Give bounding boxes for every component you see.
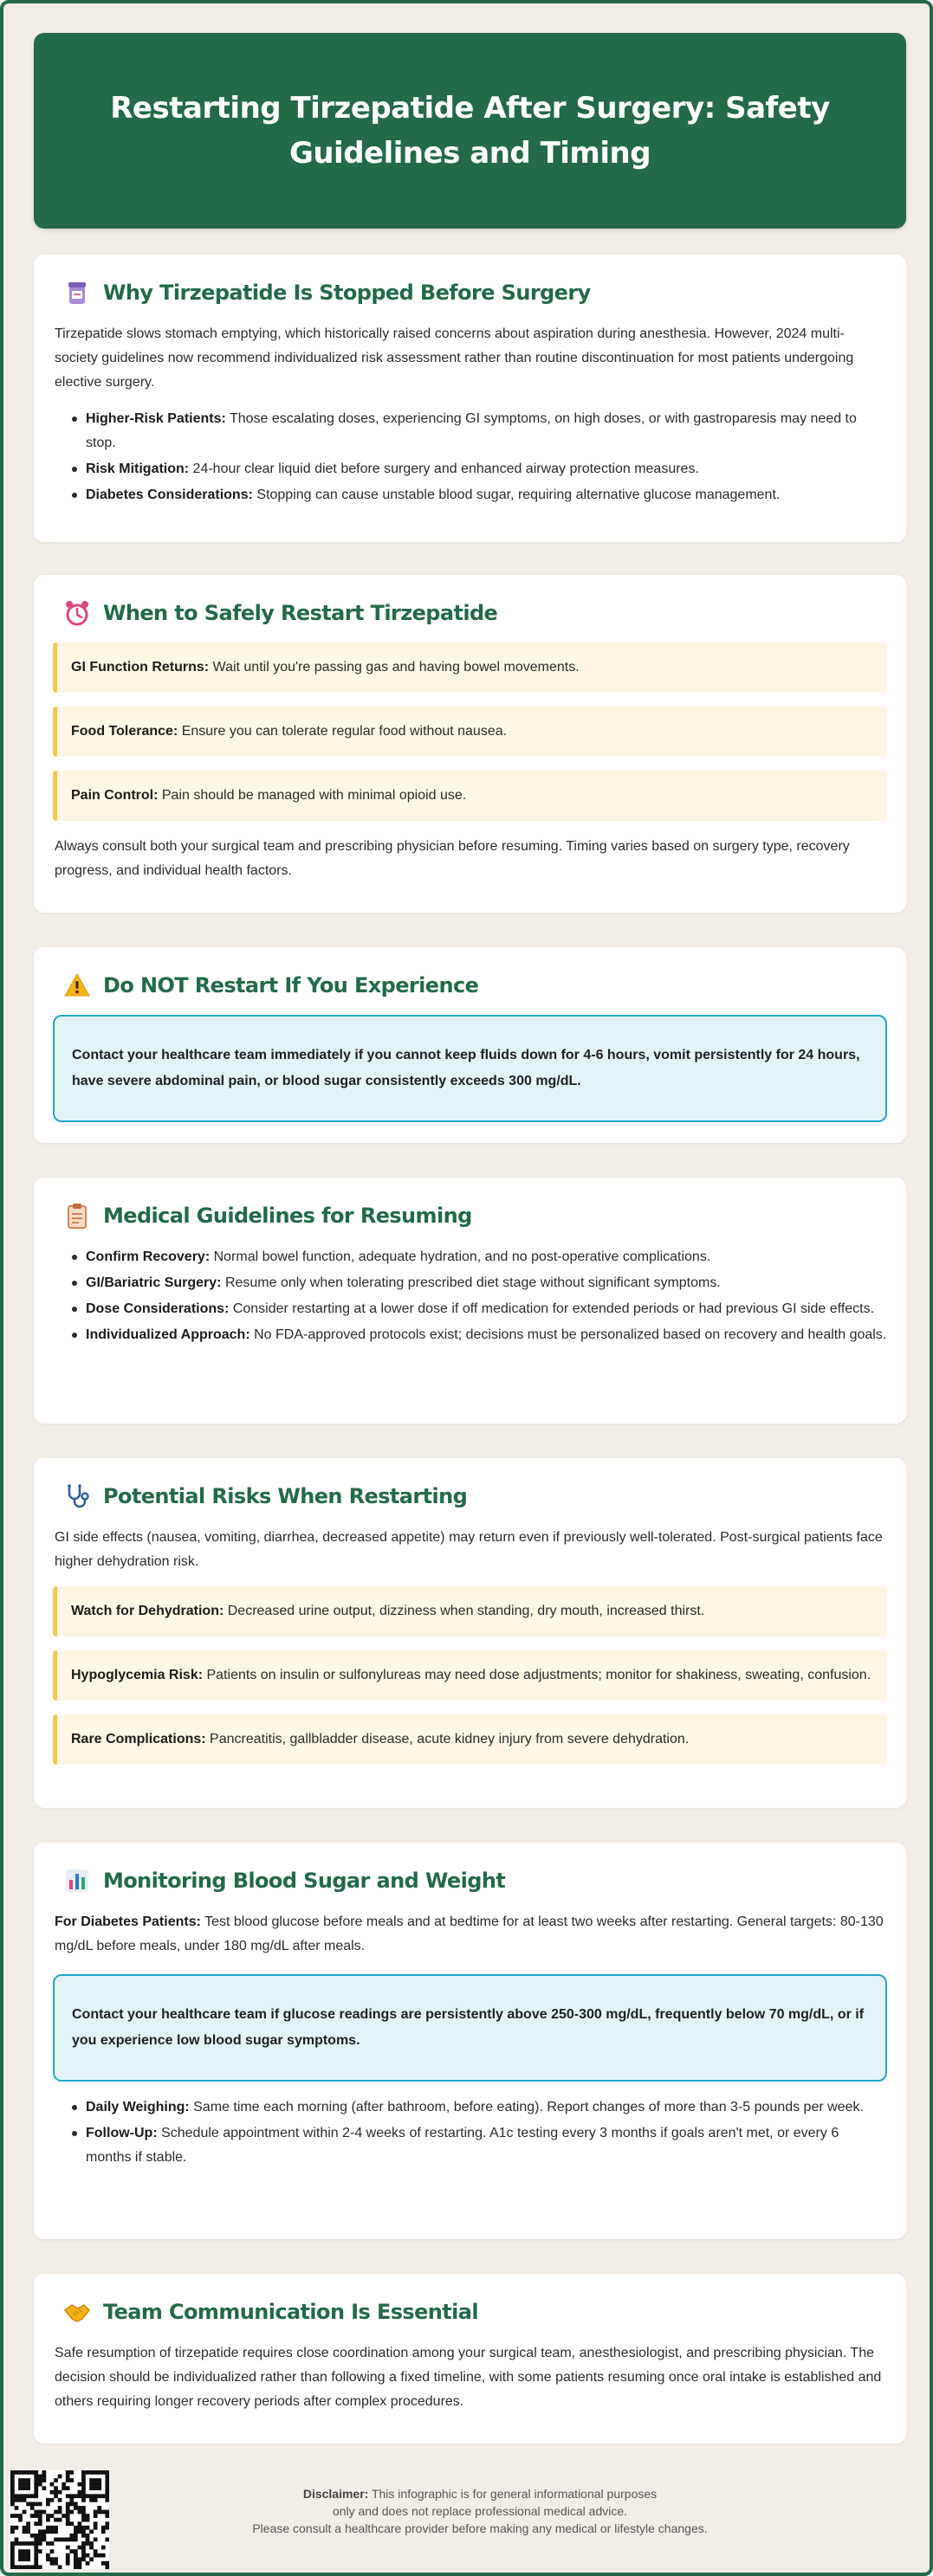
section-title: Medical Guidelines for Resuming bbox=[103, 1204, 472, 1228]
note-pain-control: Pain Control: Pain should be managed with minimal opioid use. bbox=[53, 771, 887, 821]
section-intro: For Diabetes Patients: Test blood glucose before meals and at bedtime for at least two weeks after restarting. General targets: 80-130 mg/dL before meals, under 180 mg/dL after meals. bbox=[55, 1914, 884, 1953]
note-dehydration: Watch for Dehydration: Decreased urine output, dizziness when standing, dry mouth, increased thirst. bbox=[53, 1586, 887, 1637]
list-item: Diabetes Considerations: Stopping can cause unstable blood sugar, requiring alternative glucose management. bbox=[72, 483, 887, 507]
qr-code-icon bbox=[10, 2470, 109, 2569]
list-item: Dose Considerations: Consider restarting at a lower dose if off medication for extended periods or had previous GI side effects. bbox=[72, 1297, 887, 1321]
list-item: Confirm Recovery: Normal bowel function, adequate hydration, and no post-operative complications. bbox=[72, 1245, 887, 1269]
section-team-communication bbox=[34, 2274, 906, 2444]
list-item: Follow-Up: Schedule appointment within 2-4 weeks of restarting. A1c testing every 3 months if goals aren't met, or every 6 months if stable. bbox=[72, 2121, 887, 2170]
page-title: Restarting Tirzepatide After Surgery: Safety Guidelines and Timing bbox=[110, 91, 830, 171]
section-header bbox=[53, 1477, 887, 1515]
monitoring-bullet-list bbox=[72, 2095, 887, 2170]
section-header bbox=[53, 1197, 887, 1235]
section-title: Team Communication Is Essential bbox=[103, 2300, 479, 2324]
guidelines-bullet-list bbox=[72, 1245, 887, 1347]
stethoscope-icon bbox=[60, 1479, 94, 1514]
pill-bottle-icon bbox=[60, 275, 94, 310]
section-intro: GI side effects (nausea, vomiting, diarrhea, decreased appetite) may return even if previously well-tolerated. Post-surgical patients face higher dehydration risk. bbox=[55, 1530, 883, 1569]
footer bbox=[3, 2459, 933, 2572]
section-header bbox=[53, 594, 887, 632]
list-item: Higher-Risk Patients: Those escalating doses, experiencing GI symptoms, on high doses, or with gastroparesis may need to stop. bbox=[72, 407, 887, 455]
section-why-stopped bbox=[34, 255, 906, 542]
list-item: Daily Weighing: Same time each morning (after bathroom, before eating). Report changes of more than 3-5 pounds per week. bbox=[72, 2095, 887, 2120]
alert-box: Contact your healthcare team if glucose readings are persistently above 250-300 mg/dL, frequently below 70 mg/dL, or if you experience low blood sugar symptoms. bbox=[53, 1974, 887, 2082]
section-monitoring bbox=[34, 1843, 906, 2239]
section-text: Safe resumption of tirzepatide requires close coordination among your surgical team, anesthesiologist, and prescribing physician. The decision should be individualized rather than following a fixed timeline, with some patients resuming once oral intake is established and others requiring longer recovery periods after complex procedures. bbox=[55, 2346, 882, 2409]
section-header bbox=[53, 1862, 887, 1900]
section-title: Do NOT Restart If You Experience bbox=[103, 973, 479, 997]
alert-box: Contact your healthcare team immediately if you cannot keep fluids down for 4-6 hours, vomit persistently for 24 hours, have severe abdominal pain, or blood sugar consistently exceeds 300 mg/dL. bbox=[53, 1015, 887, 1122]
handshake-icon bbox=[60, 2295, 94, 2329]
section-medical-guidelines bbox=[34, 1178, 906, 1424]
list-item: Risk Mitigation: 24-hour clear liquid diet before surgery and enhanced airway protection measures. bbox=[72, 457, 887, 481]
note-rare-complications: Rare Complications: Pancreatitis, gallbladder disease, acute kidney injury from severe dehydration. bbox=[53, 1714, 887, 1765]
list-item: Individualized Approach: No FDA-approved protocols exist; decisions must be personalized based on recovery and health goals. bbox=[72, 1323, 887, 1347]
note-food-tolerance: Food Tolerance: Ensure you can tolerate regular food without nausea. bbox=[53, 707, 887, 757]
why-bullet-list bbox=[72, 407, 887, 507]
disclaimer: Disclaimer: This infographic is for general informational purposes only and does not replace professional medical advice. Please consult a healthcare provider before making any medical or lifestyle changes. bbox=[252, 2487, 708, 2535]
section-header bbox=[53, 274, 887, 312]
note-gi-function: GI Function Returns: Wait until you're passing gas and having bowel movements. bbox=[53, 642, 887, 693]
section-title: Potential Risks When Restarting bbox=[103, 1484, 468, 1508]
section-header bbox=[53, 2293, 887, 2331]
note-hypoglycemia: Hypoglycemia Risk: Patients on insulin or sulfonylureas may need dose adjustments; monitor for shakiness, sweating, confusion. bbox=[53, 1650, 887, 1701]
section-title: Why Tirzepatide Is Stopped Before Surgery bbox=[103, 281, 591, 305]
bar-chart-icon bbox=[60, 1863, 94, 1898]
section-outro: Always consult both your surgical team and prescribing physician before resuming. Timing varies based on surgery type, recovery progress, and individual health factors. bbox=[55, 839, 850, 878]
section-title: Monitoring Blood Sugar and Weight bbox=[103, 1869, 506, 1893]
warning-icon bbox=[60, 968, 94, 1003]
section-title: When to Safely Restart Tirzepatide bbox=[103, 601, 498, 625]
alarm-clock-icon bbox=[60, 596, 94, 630]
header-banner bbox=[34, 33, 906, 229]
clipboard-icon bbox=[60, 1198, 94, 1233]
section-intro: Tirzepatide slows stomach emptying, which historically raised concerns about aspiration during anesthesia. However, 2024 multi-society guidelines now recommend individualized risk assessment rather than routine discontinuation for most patients undergoing elective surgery. bbox=[55, 326, 854, 390]
section-do-not-restart bbox=[34, 947, 906, 1143]
section-when-restart bbox=[34, 575, 906, 913]
section-potential-risks bbox=[34, 1458, 906, 1808]
section-header bbox=[53, 966, 887, 1004]
list-item: GI/Bariatric Surgery: Resume only when tolerating prescribed diet stage without significant symptoms. bbox=[72, 1271, 887, 1295]
